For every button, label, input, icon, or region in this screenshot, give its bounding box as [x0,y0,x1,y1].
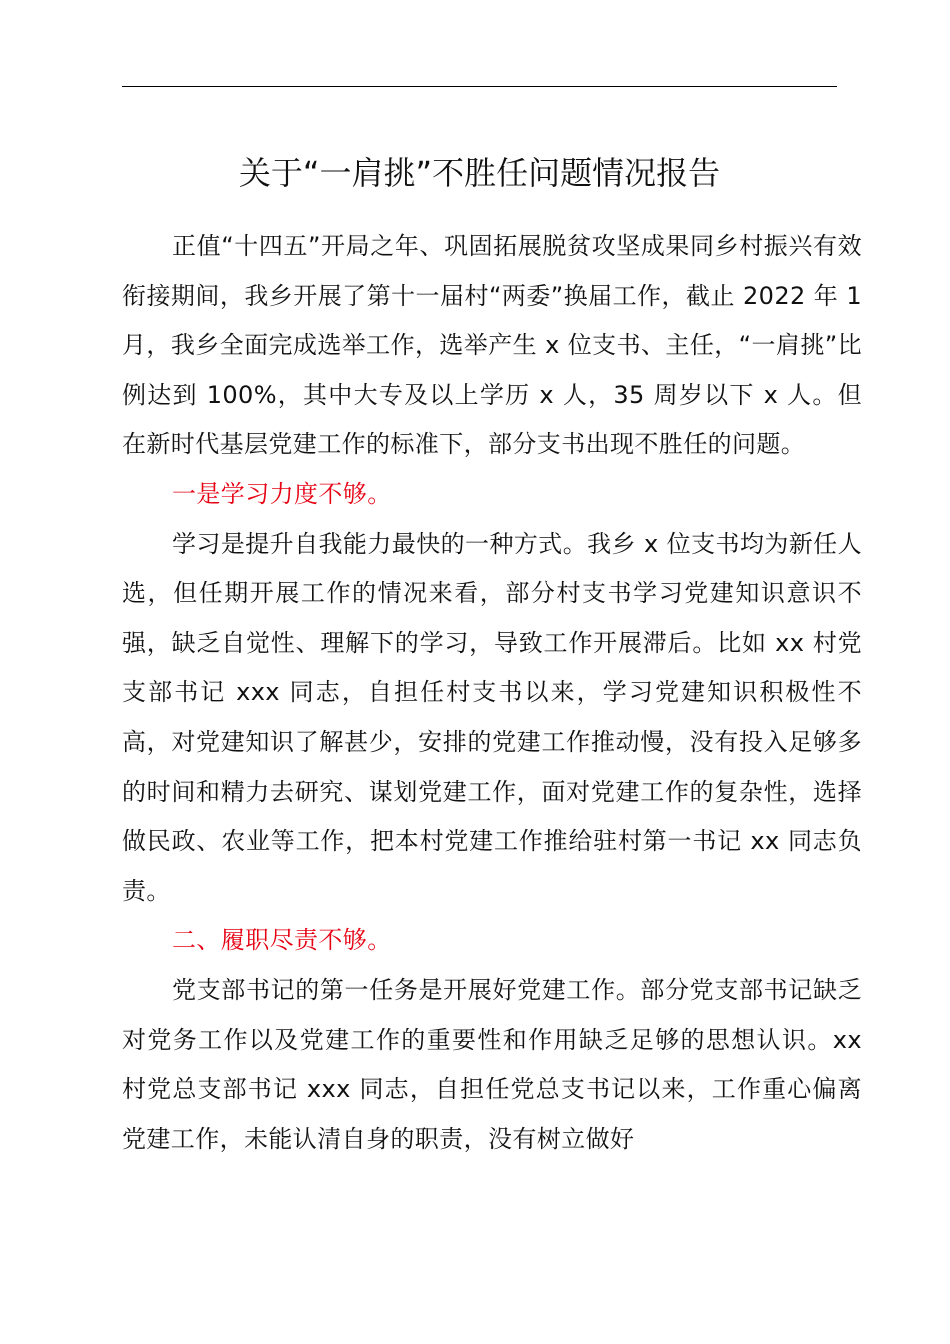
paragraph-intro: 正值“十四五”开局之年、巩固拓展脱贫攻坚成果同乡村振兴有效衔接期间，我乡开展了第十一届村“两委”换届工作，截止 2022 年 1 月，我乡全面完成选举工作，选举产生 x 位支书、主任，“一肩挑”比例达到 100%，其中大专及以上学历 x 人，35 周岁以下 x 人。但在新时代基层党建工作的标准下，部分支书出现不胜任的问题。 [122,232,862,459]
header-rule [122,86,837,87]
paragraph-duty: 党支部书记的第一任务是开展好党建工作。部分党支部书记缺乏对党务工作以及党建工作的重要性和作用缺乏足够的思想认识。xx 村党总支部书记 xxx 同志，自担任党总支书记以来，工作重心偏离党建工作，未能认清自身的职责，没有树立做好 [122,975,862,1153]
document-body [122,222,862,1164]
paragraph-study: 学习是提升自我能力最快的一种方式。我乡 x 位支书均为新任人选，但任期开展工作的情况来看，部分村支书学习党建知识意识不强，缺乏自觉性、理解下的学习，导致工作开展滞后。比如 xx 村党支部书记 xxx 同志，自担任村支书以来，学习党建知识积极性不高，对党建知识了解甚少，安排的党建工作推动慢，没有投入足够多的时间和精力去研究、谋划党建工作，面对党建工作的复杂性，选择做民政、农业等工作，把本村党建工作推给驻村第一书记 xx 同志负责。 [122,529,862,905]
section-heading-duty: 二、履职尽责不够。 [172,926,392,955]
document-title: 关于“一肩挑”不胜任问题情况报告 [238,154,721,192]
section-heading-study: 一是学习力度不够。 [172,479,392,508]
